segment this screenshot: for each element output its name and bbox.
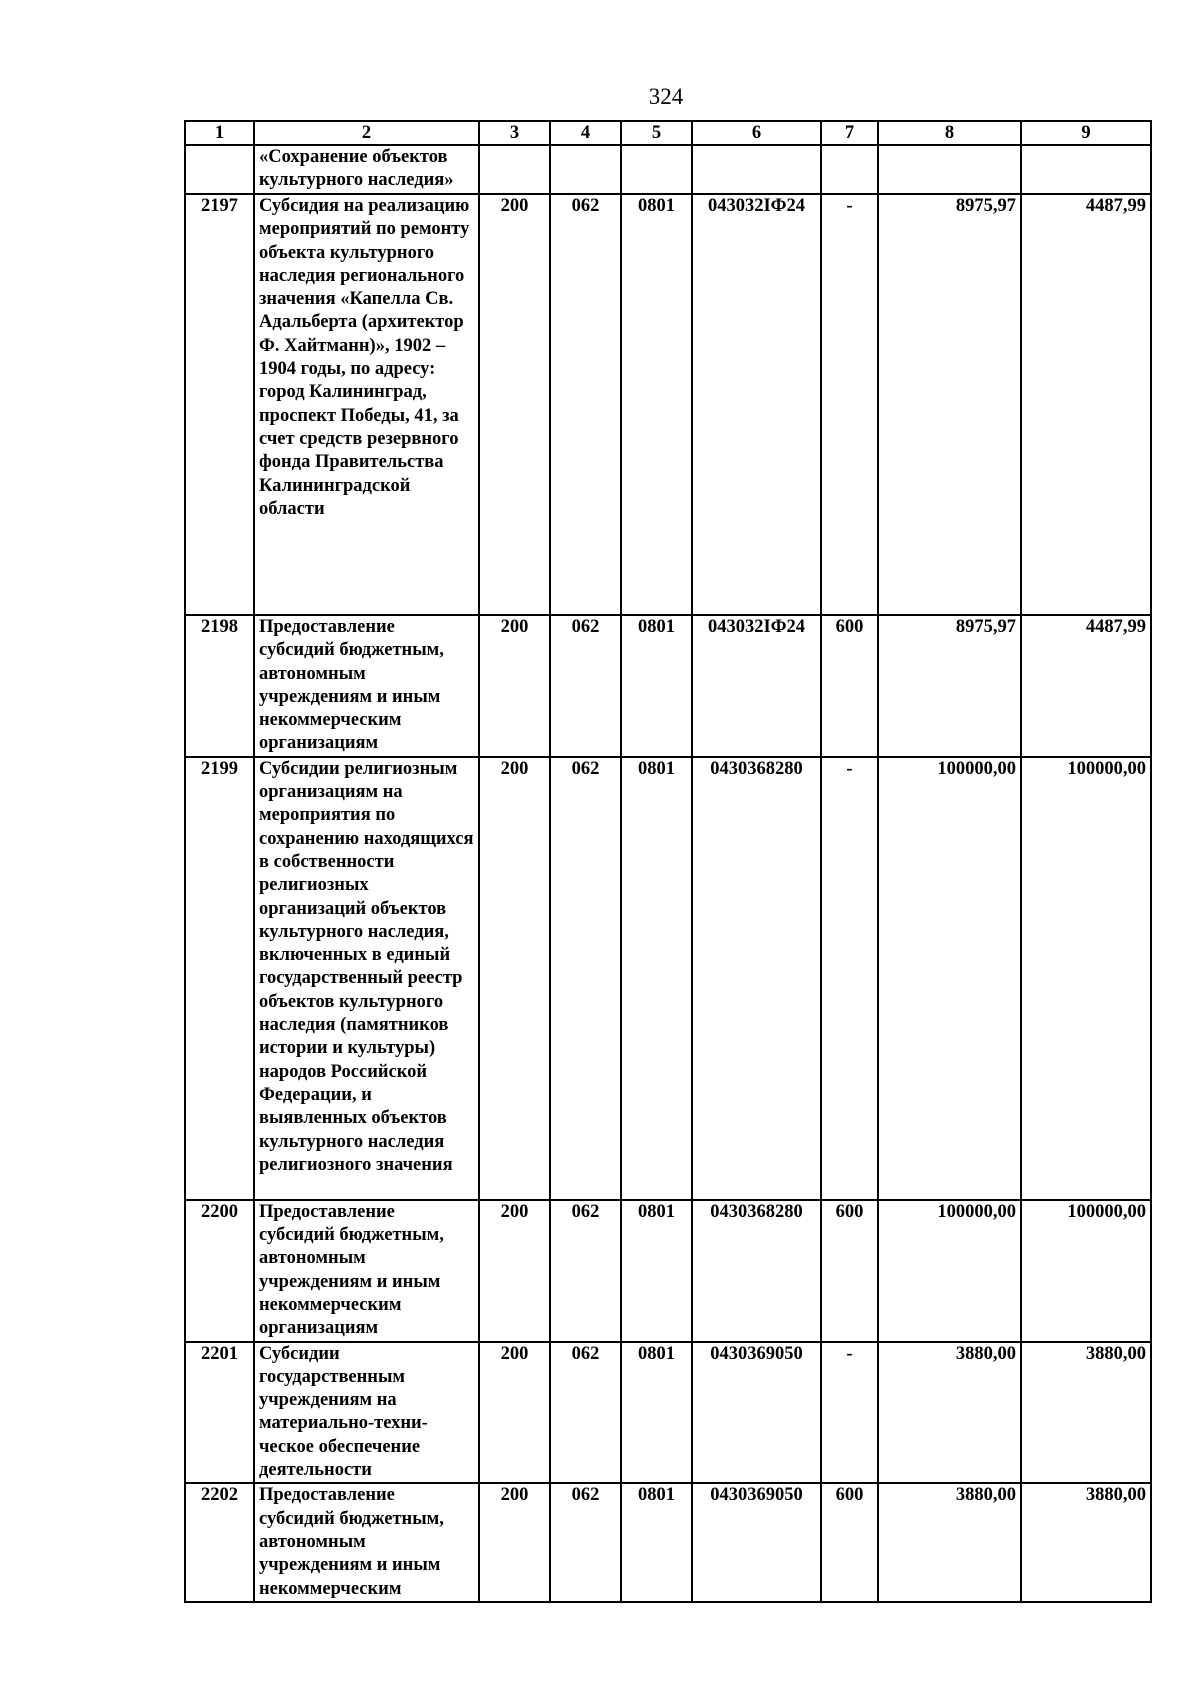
cell-col6: 0430368280: [692, 757, 821, 1200]
cell-col9: [1021, 145, 1151, 194]
cell-col3: 200: [479, 757, 550, 1200]
cell-col4: [550, 145, 621, 194]
row-name: «Сохранение объектов культурного наследия»: [254, 145, 479, 194]
row-name: Предоставление субсидий бюджетным, автономным учреждениям и иным некоммерческим организациям: [254, 1200, 479, 1342]
cell-col4: 062: [550, 757, 621, 1200]
table-row: [185, 1483, 1151, 1601]
header-row: [185, 121, 1151, 145]
row-name: Субсидии религиозным организациям на мероприятия по сохранению находящихся в собственности религиозных организаций объектов культурного наследия, включенных в единый государственный реестр объектов культурного наследия (памятников истории и культуры) народов Российской Федерации, и выявленных объектов культурного наследия религиозного значения: [254, 757, 479, 1200]
cell-col5: 0801: [621, 615, 692, 757]
cell-col4: 062: [550, 615, 621, 757]
table-row: [185, 757, 1151, 1200]
col-header-7: 7: [821, 121, 878, 145]
cell-col5: 0801: [621, 757, 692, 1200]
cell-col5: 0801: [621, 1483, 692, 1601]
col-header-6: 6: [692, 121, 821, 145]
row-number: [185, 145, 254, 194]
budget-table: [184, 120, 1152, 1603]
table-row: [185, 1342, 1151, 1484]
cell-col9: 100000,00: [1021, 1200, 1151, 1342]
cell-col7: -: [821, 194, 878, 615]
cell-col8: 8975,97: [878, 194, 1021, 615]
cell-col4: 062: [550, 1342, 621, 1484]
row-name: Предоставление субсидий бюджетным, автономным учреждениям и иным некоммерческим организациям: [254, 615, 479, 757]
row-number: 2199: [185, 757, 254, 1200]
table-row: [185, 1200, 1151, 1342]
cell-col3: [479, 145, 550, 194]
cell-col7: -: [821, 757, 878, 1200]
cell-col4: 062: [550, 1200, 621, 1342]
cell-col8: 3880,00: [878, 1483, 1021, 1601]
cell-col8: 100000,00: [878, 1200, 1021, 1342]
col-header-8: 8: [878, 121, 1021, 145]
cell-col4: 062: [550, 1483, 621, 1601]
cell-col6: [692, 145, 821, 194]
col-header-4: 4: [550, 121, 621, 145]
cell-col7: 600: [821, 1483, 878, 1601]
cell-col3: 200: [479, 1200, 550, 1342]
page-number: 324: [648, 84, 684, 109]
cell-col8: [878, 145, 1021, 194]
row-name: Субсидии государственным учреждениям на материально-техни-ческое обеспечение деятельности: [254, 1342, 479, 1484]
cell-col9: 3880,00: [1021, 1342, 1151, 1484]
cell-col7: 600: [821, 615, 878, 757]
cell-col9: 4487,99: [1021, 615, 1151, 757]
cell-col5: 0801: [621, 1342, 692, 1484]
row-number: 2198: [185, 615, 254, 757]
cell-col6: 043032ІФ24: [692, 615, 821, 757]
cell-col3: 200: [479, 1483, 550, 1601]
row-number: 2197: [185, 194, 254, 615]
cell-col6: 0430369050: [692, 1483, 821, 1601]
cell-col7: 600: [821, 1200, 878, 1342]
col-header-2: 2: [254, 121, 479, 145]
col-header-1: 1: [185, 121, 254, 145]
table-row: [185, 615, 1151, 757]
cell-col9: 4487,99: [1021, 194, 1151, 615]
cell-col3: 200: [479, 615, 550, 757]
cell-col6: 0430369050: [692, 1342, 821, 1484]
row-name: Предоставление субсидий бюджетным, автономным учреждениям и иным некоммерческим: [254, 1483, 479, 1601]
col-header-9: 9: [1021, 121, 1151, 145]
cell-col8: 3880,00: [878, 1342, 1021, 1484]
cell-col4: 062: [550, 194, 621, 615]
col-header-3: 3: [479, 121, 550, 145]
table-row: [185, 194, 1151, 615]
cell-col8: 100000,00: [878, 757, 1021, 1200]
cell-col9: 100000,00: [1021, 757, 1151, 1200]
row-number: 2201: [185, 1342, 254, 1484]
row-name: Субсидия на реализацию мероприятий по ремонту объекта культурного наследия регионального значения «Капелла Св. Адальберта (архитектор Ф. Хайтманн)», 1902 – 1904 годы, по адресу: город Калининград, проспект Победы, 41, за счет средств резервного фонда Правительства Калининградской области: [254, 194, 479, 615]
col-header-5: 5: [621, 121, 692, 145]
cell-col5: [621, 145, 692, 194]
cell-col3: 200: [479, 194, 550, 615]
cell-col7: -: [821, 1342, 878, 1484]
table-row: [185, 145, 1151, 194]
cell-col5: 0801: [621, 1200, 692, 1342]
cell-col7: [821, 145, 878, 194]
cell-col8: 8975,97: [878, 615, 1021, 757]
row-number: 2202: [185, 1483, 254, 1601]
cell-col9: 3880,00: [1021, 1483, 1151, 1601]
cell-col3: 200: [479, 1342, 550, 1484]
cell-col6: 0430368280: [692, 1200, 821, 1342]
cell-col6: 043032ІФ24: [692, 194, 821, 615]
cell-col5: 0801: [621, 194, 692, 615]
row-number: 2200: [185, 1200, 254, 1342]
